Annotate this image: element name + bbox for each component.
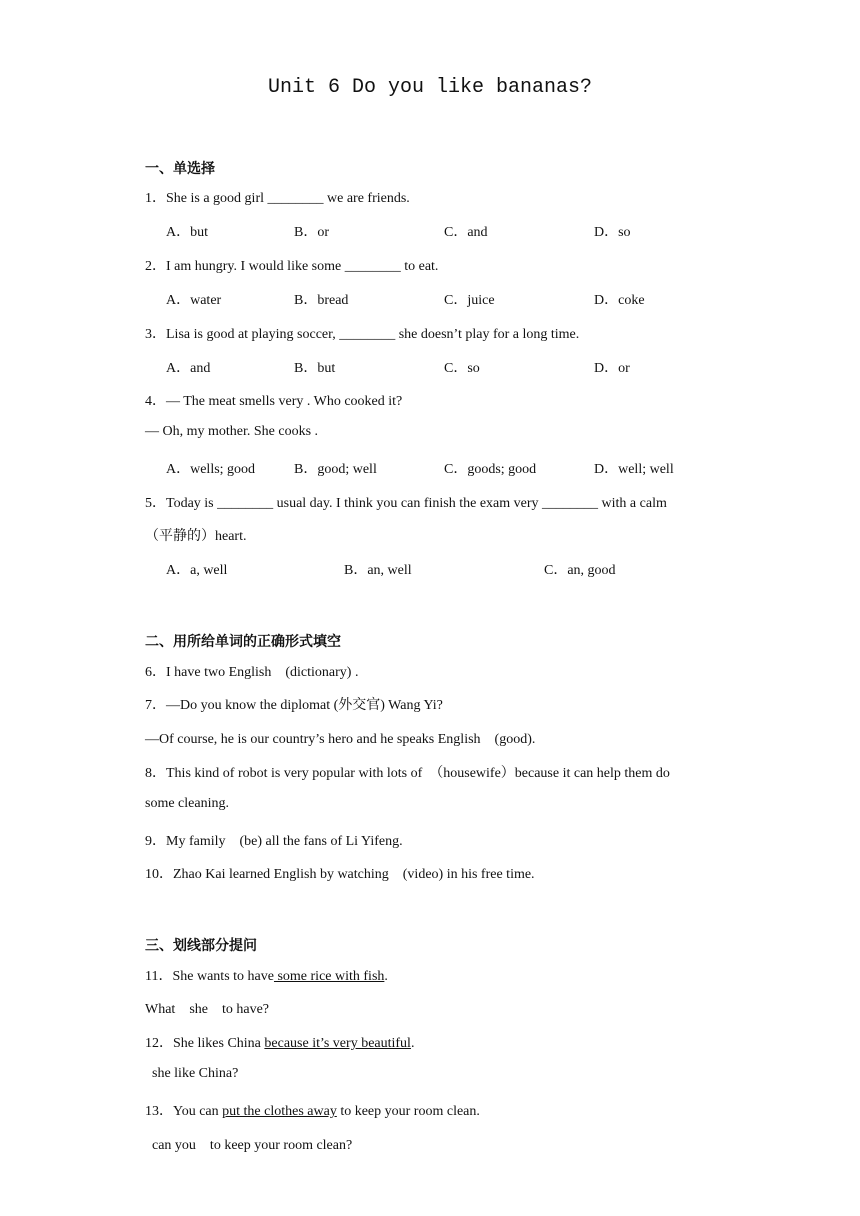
q3-option-a: A．and [166,361,211,376]
q2-option-b: B．bread [294,293,349,308]
question-11-rewrite: What she to have? [145,1002,270,1017]
question-2: 2．I am hungry. I would like some ________ to eat. [145,259,439,274]
q13-end: to keep your room clean. [336,1104,480,1119]
q1-option-a: A．but [166,225,208,240]
question-5-line-1: 5．Today is ________ usual day. I think you can finish the exam very ________ with a calm [145,496,667,511]
q11-end: . [384,969,388,984]
question-3: 3．Lisa is good at playing soccer, ________ she doesn’t play for a long time. [145,327,580,342]
q1-option-c: C．and [444,225,488,240]
question-7-line-1: 7．—Do you know the diplomat (外交官) Wang Yi? [145,698,443,713]
q1-option-d: D．so [594,225,631,240]
page-title: Unit 6 Do you like bananas? [267,76,593,99]
question-12 [145,1032,414,1052]
q5-option-b: B．an, well [344,563,412,578]
q2-option-d: D．coke [594,293,645,308]
q4-option-c: C．goods; good [444,462,537,477]
question-12-rewrite: she like China? [145,1066,239,1081]
q12-underlined-part: because it’s very beautiful [264,1036,411,1051]
question-6: 6．I have two English (dictionary) . [145,665,359,680]
question-9: 9．My family (be) all the fans of Li Yifeng. [145,834,403,849]
q4-option-b: B．good; well [294,462,377,477]
q4-option-a: A．wells; good [166,462,256,477]
q12-text: 12．She likes China [145,1036,265,1051]
question-4-line-2: — Oh, my mother. She cooks . [145,424,319,439]
section-heading-3: 三、划线部分提问 [145,938,257,954]
question-13-rewrite: can you to keep your room clean? [145,1138,353,1153]
q12-end: . [410,1036,415,1051]
q2-option-c: C．juice [444,293,495,308]
section-heading-2: 二、用所给单词的正确形式填空 [145,634,341,650]
q11-text: 11．She wants to have [145,969,274,984]
q3-option-c: C．so [444,361,480,376]
question-8-line-1: 8．This kind of robot is very popular with lots of （housewife）because it can help them do [145,766,670,781]
q5-option-a: A．a, well [166,563,228,578]
question-4-line-1: 4．— The meat smells very . Who cooked it? [145,394,403,409]
q5-option-c: C．an, good [544,563,616,578]
q3-option-d: D．or [594,361,630,376]
q13-underlined-part: put the clothes away [222,1104,337,1119]
question-5-line-2: （平静的）heart. [145,529,247,544]
q4-option-d: D．well; well [594,462,674,477]
q11-underlined-part: some rice with fish [273,969,385,984]
section-heading-1: 一、单选择 [145,161,215,177]
question-10: 10．Zhao Kai learned English by watching (video) in his free time. [145,867,535,882]
question-11 [145,965,388,985]
question-1: 1．She is a good girl ________ we are friends. [145,191,410,206]
question-7-line-2: —Of course, he is our country’s hero and he speaks English (good). [145,732,536,747]
q2-option-a: A．water [166,293,222,308]
q13-text: 13．You can [145,1104,223,1119]
q1-option-b: B．or [294,225,329,240]
q3-option-b: B．but [294,361,336,376]
question-13 [145,1100,480,1120]
question-8-line-2: some cleaning. [145,796,229,811]
